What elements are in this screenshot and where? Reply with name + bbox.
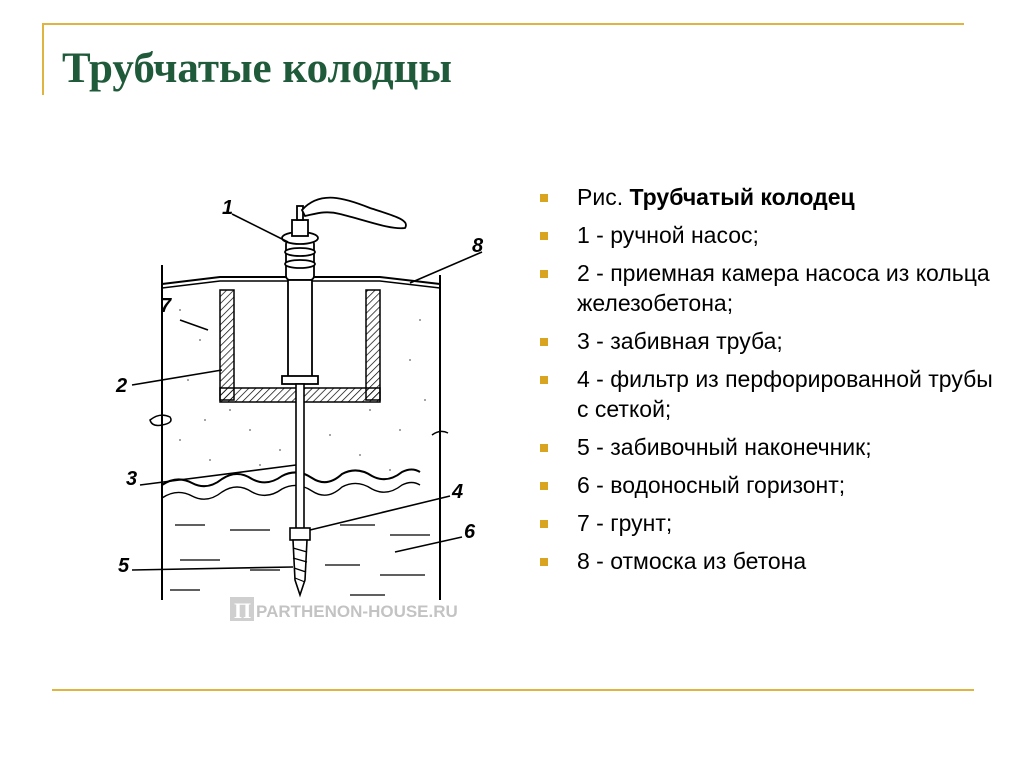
driven-pipe [296,384,304,534]
bullet-icon [540,194,548,202]
list-item-text: 6 - водоносный горизонт; [577,472,846,498]
watermark-logo: П [234,598,252,623]
list-item-text: 2 - приемная камера насоса из кольца железобетона; [577,260,990,316]
label-4: 4 [452,481,464,503]
hand-pump [282,198,406,280]
watermark-text: PARTHENON-HOUSE.RU [256,602,458,621]
bullet-icon [540,520,548,528]
list-item [540,508,1000,538]
list-item [540,364,1000,424]
label-1: 1 [222,197,234,219]
list-item-caption [540,182,1000,212]
frame-left-line [42,23,44,95]
list-item-text: 1 - ручной насос; [577,222,759,248]
list-item-text: 8 - отмоска из бетона [577,548,807,574]
bullet-icon [540,270,548,278]
list-item [540,470,1000,500]
list-item [540,432,1000,462]
label-3: 3 [126,468,138,490]
list-item [540,546,1000,576]
label-2: 2 [116,375,128,397]
caption-prefix: Рис. [577,184,624,210]
list-item-text: 3 - забивная труба; [577,328,783,354]
legend-list [540,182,1000,584]
list-item-text: 5 - забивочный наконечник; [577,434,872,460]
tube-well-diagram [110,180,510,635]
filter [290,528,310,540]
label-8: 8 [472,235,484,257]
list-item [540,220,1000,250]
caption-title: Трубчатый колодец [629,184,855,210]
pump-cylinder [288,280,312,378]
label-7: 7 [160,295,172,317]
list-item-text: 4 - фильтр из перфорированной трубы с сеткой; [577,366,993,422]
list-item-text: 7 - грунт; [577,510,673,536]
frame-top-line [42,23,964,25]
list-item [540,326,1000,356]
bullet-icon [540,338,548,346]
bullet-icon [540,376,548,384]
bullet-icon [540,232,548,240]
label-6: 6 [464,521,476,543]
list-item [540,258,1000,318]
bullet-icon [540,482,548,490]
label-5: 5 [118,555,130,577]
slide-title: Трубчатые колодцы [62,45,452,92]
frame-bottom-line [52,689,974,691]
watermark [230,597,458,623]
bullet-icon [540,558,548,566]
bullet-icon [540,444,548,452]
